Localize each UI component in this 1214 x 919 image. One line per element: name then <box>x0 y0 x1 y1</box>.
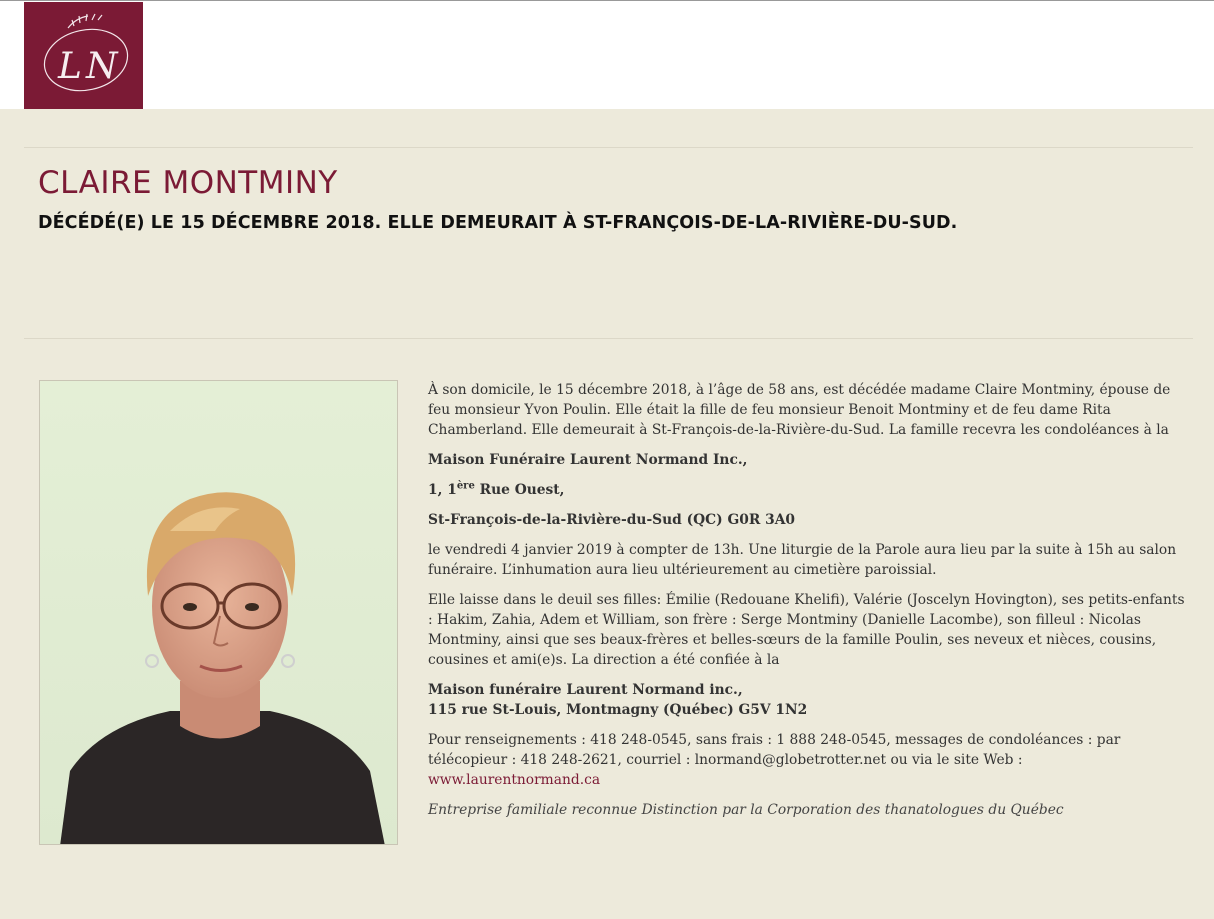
funeral-home-address <box>428 480 1188 500</box>
funeral-home-city: St-François-de-la-Rivière-du-Sud (QC) G0R 3A0 <box>428 512 796 528</box>
funeral-home-address-2: 115 rue St-Louis, Montmagny (Québec) G5V 1N2 <box>428 702 808 718</box>
deceased-name: CLAIRE MONTMINY <box>38 165 338 201</box>
obituary-text <box>428 380 1188 830</box>
survivors: Elle laisse dans le deuil ses filles: Émilie (Redouane Khelifi), Valérie (Joscelyn Hovington), ses petits-enfants : Hakim, Zahia, Adem et William, son frère : Serge Montminy (Danielle Lacombe), son filleul : Nicolas Montminy, ainsi que ses beaux-frères et belles-sœurs de la famille Poulin, ses neveux et nièces, cousins, cousines et ami(e)s. La direction a été confiée à la <box>428 592 1185 668</box>
address-superscript: ère <box>456 480 475 492</box>
logo[interactable] <box>24 2 143 109</box>
divider-top <box>24 147 1193 148</box>
tagline: Entreprise familiale reconnue Distinction par la Corporation des thanatologues du Québec <box>428 802 1064 818</box>
svg-text:N: N <box>86 46 118 87</box>
contact-info <box>428 730 1188 790</box>
logo-monogram-icon <box>24 2 143 109</box>
service-details: le vendredi 4 janvier 2019 à compter de 13h. Une liturgie de la Parole aura lieu par la suite à 15h au salon funéraire. L’inhumation aura lieu ultérieurement au cimetière paroissial. <box>428 542 1177 578</box>
svg-text:L: L <box>58 46 82 87</box>
obituary-intro: À son domicile, le 15 décembre 2018, à l’âge de 58 ans, est décédée madame Claire Montminy, épouse de feu monsieur Yvon Poulin. Elle était la fille de feu monsieur Benoit Montminy et de feu dame Rita Chamberland. Elle demeurait à St-François-de-la-Rivière-du-Sud. La famille recevra les condoléances à la <box>428 382 1171 438</box>
funeral-home-name: Maison Funéraire Laurent Normand Inc., <box>428 452 748 468</box>
address-prefix: 1, 1 <box>428 482 457 498</box>
funeral-home-name-2: Maison funéraire Laurent Normand inc., <box>428 682 743 698</box>
website-link[interactable]: www.laurentnormand.ca <box>428 772 601 788</box>
address-suffix: Rue Ouest, <box>474 482 565 498</box>
portrait-photo <box>39 380 398 845</box>
divider-bottom <box>24 338 1193 339</box>
contact-text: Pour renseignements : 418 248-0545, sans frais : 1 888 248-0545, messages de condoléances : par télécopieur : 418 248-2621, courriel : lnormand@globetrotter.net ou via le site Web : <box>428 732 1121 768</box>
portrait-illustration <box>40 381 398 845</box>
site-header <box>0 0 1214 109</box>
death-summary: DÉCÉDÉ(E) LE 15 DÉCEMBRE 2018. ELLE DEMEURAIT À ST-FRANÇOIS-DE-LA-RIVIÈRE-DU-SUD. <box>38 213 958 233</box>
funeral-direction <box>428 680 1188 720</box>
